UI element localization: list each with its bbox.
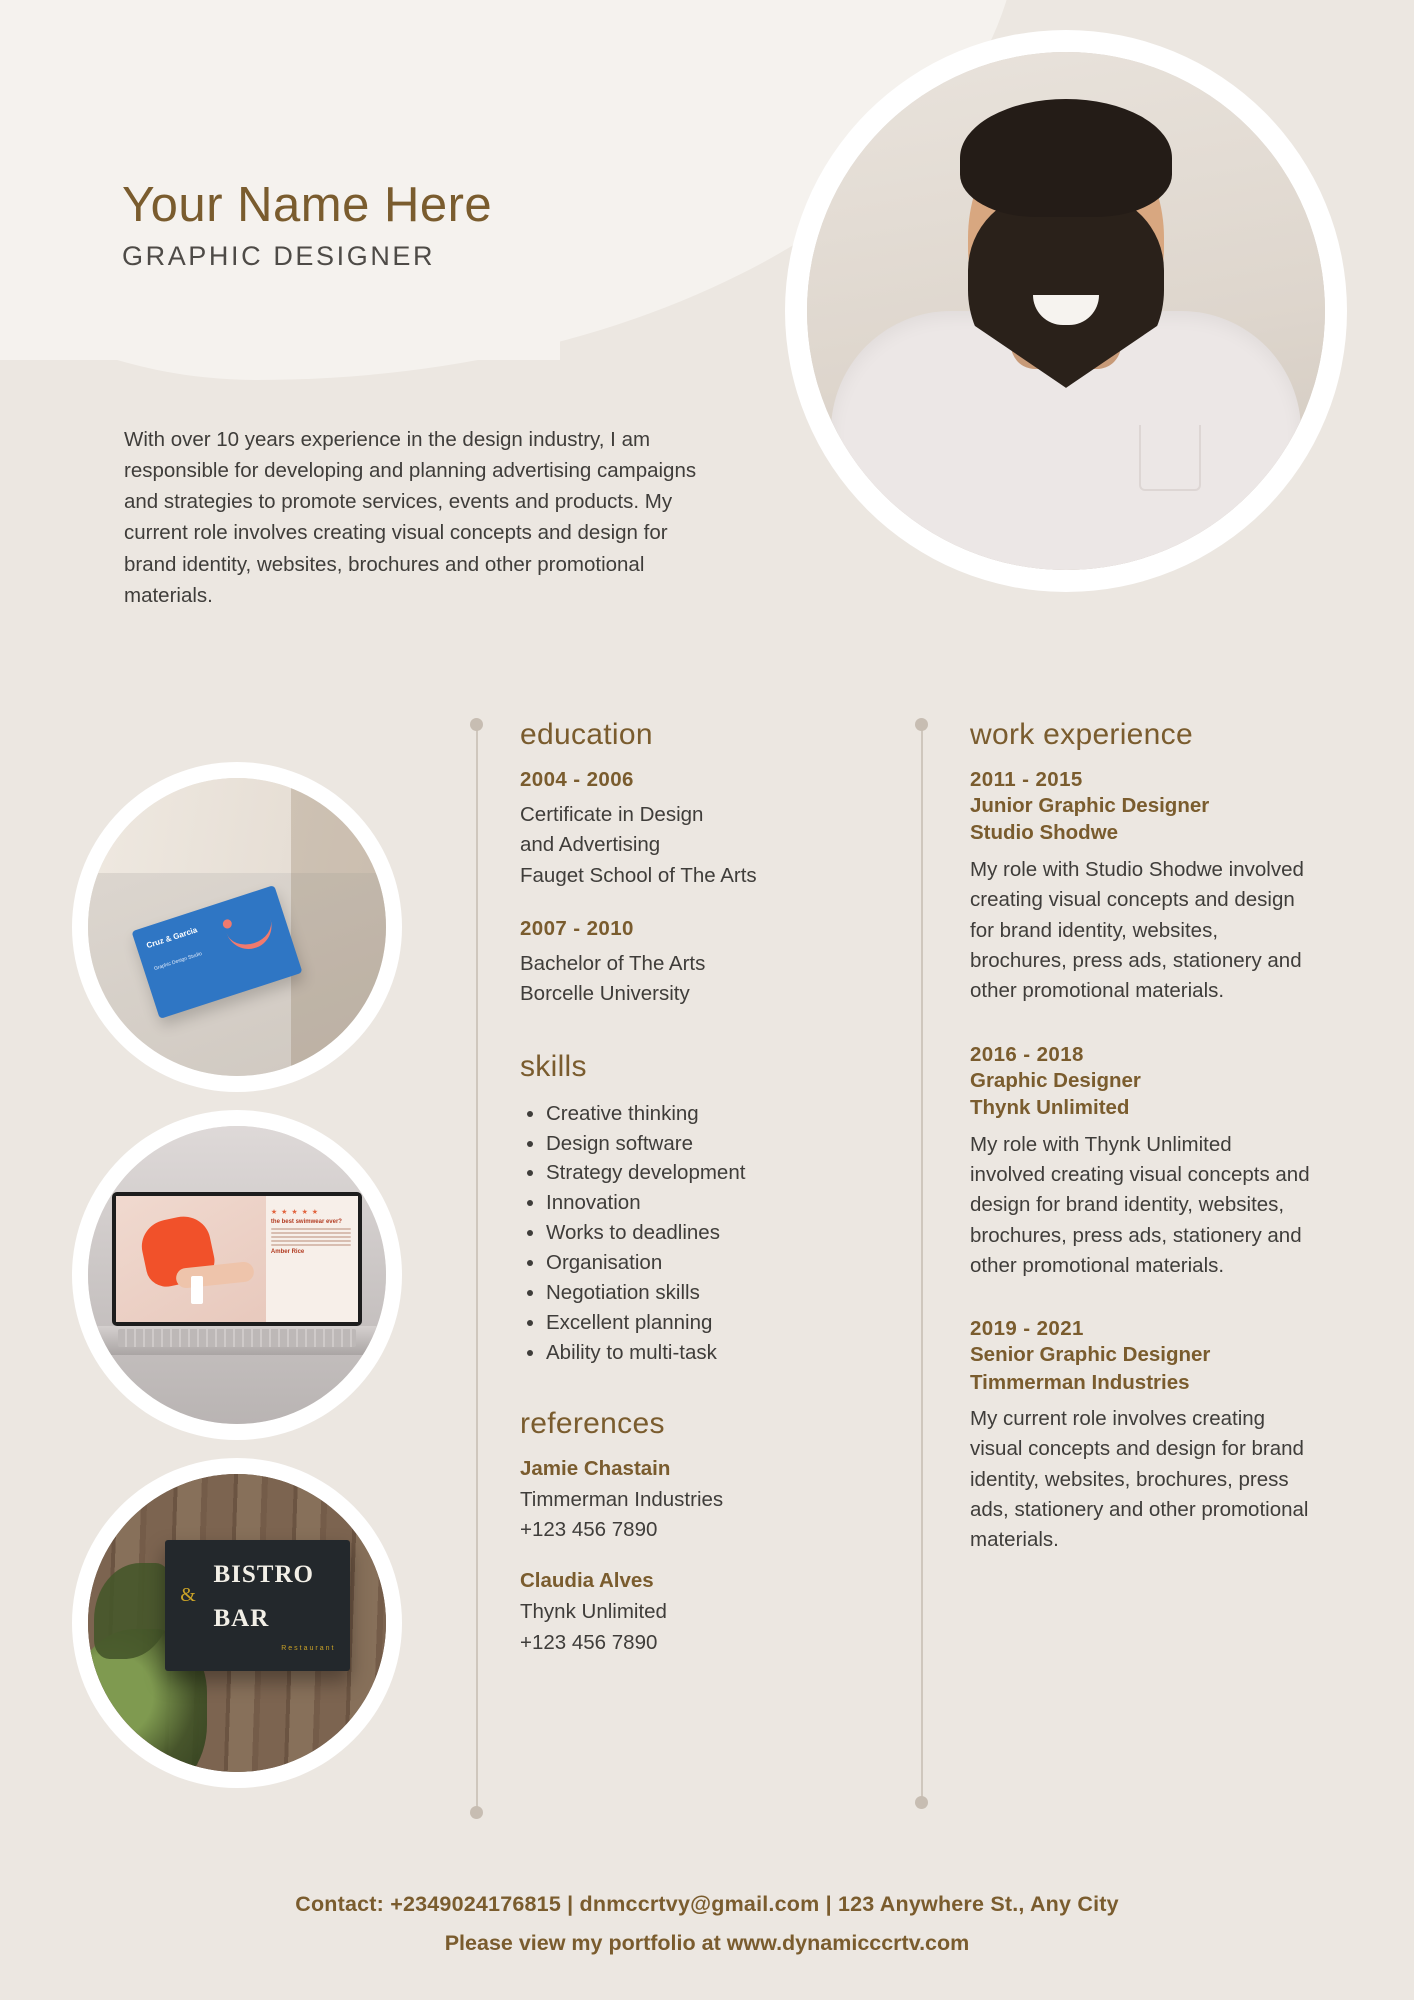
experience-entry [970,1317,1310,1556]
list-item: • Design software [546,1130,900,1158]
reference-company: Timmerman Industries [520,1487,724,1511]
page-title: Your Name Here [122,178,493,232]
list-item: • Innovation [546,1189,900,1217]
list-item: • Strategy development [546,1159,900,1187]
bistro-ampersand: & [180,1584,196,1607]
timeline-education [476,730,478,1812]
experience-period: 2016 - 2018 [970,1042,1084,1066]
reference-phone: +123 456 7890 [520,1517,658,1541]
reference-name: Jamie Chastain [520,1456,671,1480]
profile-photo-frame [785,30,1347,592]
section-title-education: education [520,718,653,751]
laptop-page-bottle [191,1276,203,1304]
education-period: 2004 - 2006 [520,768,634,791]
portfolio-image-bistro-sign [72,1458,402,1788]
portfolio-image-laptop [72,1110,402,1440]
laptop-screen [112,1192,362,1326]
footer-contact-line: Contact: +2349024176815 | dnmccrtvy@gmail.com | 123 Anywhere St., Any City [295,1892,1119,1916]
timeline-dot-icon [470,1806,483,1819]
education-detail: Bachelor of The Arts Borcelle University [520,951,706,1006]
experience-description: My current role involves creating visual concepts and design for brand identity, websites, brochures, press ads, stationery and other promotional materials. [970,1407,1309,1552]
experience-description: My role with Studio Shodwe involved creating visual concepts and design for brand identity, websites, brochures, press ads, stationery and other promotional materials. [970,857,1304,1003]
reference-company: Thynk Unlimited [520,1600,667,1624]
timeline-experience [921,730,923,1802]
laptop-keyboard [118,1329,356,1347]
business-card-subtitle: Graphic Design Studio [152,951,203,973]
timeline-dot-icon [915,718,928,731]
list-item: • Ability to multi-task [546,1339,900,1367]
list-item: • Organisation [546,1249,900,1277]
section-title-references: references [520,1406,665,1440]
footer [0,1892,1414,1956]
reference-entry [520,1457,900,1546]
experience-company: Timmerman Industries [970,1370,1190,1394]
education-period: 2007 - 2010 [520,916,634,940]
header [122,178,762,272]
experience-entry [970,768,1310,1007]
profile-photo [807,52,1325,570]
education-entry [520,768,900,891]
timeline-dot-icon [915,1796,928,1809]
skills-list [546,1100,900,1367]
job-role-subtitle: GRAPHIC DESIGNER [122,240,436,271]
list-item: • Excellent planning [546,1309,900,1337]
middle-column [520,718,900,1682]
experience-title: Senior Graphic Designer [970,1343,1211,1367]
smile-icon [224,912,277,955]
experience-title: Graphic Designer [970,1068,1141,1092]
bistro-sign-line2: BAR [213,1605,270,1633]
laptop-page-photo [116,1196,266,1322]
laptop-page-signature: Amber Rice [270,1249,305,1256]
bistro-sign-line1: BISTRO [213,1560,314,1588]
rating-stars-icon: ★ ★ ★ ★ ★ [270,1209,320,1217]
section-title-work-experience: work experience [970,718,1193,751]
section-title-skills: skills [520,1049,587,1083]
list-item: • Negotiation skills [546,1279,900,1307]
reference-entry [520,1569,900,1658]
timeline-dot-icon [470,718,483,731]
education-entry [520,917,900,1010]
experience-title: Junior Graphic Designer [970,794,1210,817]
laptop-page-body-lines [271,1228,351,1246]
experience-company: Studio Shodwe [970,821,1119,845]
bistro-sign [165,1540,350,1671]
list-item: • Creative thinking [546,1100,900,1128]
experience-description: My role with Thynk Unlimited involved creating visual concepts and design for brand identity, websites, brochures, press ads, stationery and other promotional materials. [970,1132,1310,1277]
experience-period: 2019 - 2021 [970,1317,1084,1341]
photo-hair [960,99,1172,217]
education-detail: Certificate in Design and Advertising Fauget School of The Arts [520,803,757,887]
experience-entry [970,1043,1310,1282]
experience-company: Thynk Unlimited [970,1096,1130,1120]
experience-period: 2011 - 2015 [970,768,1083,791]
laptop-page-headline: the best swimwear ever? [270,1219,342,1226]
bistro-sign-subtitle: Restaurant [281,1645,336,1653]
list-item: • Works to deadlines [546,1219,900,1247]
card-scene-shadow [291,778,386,1076]
footer-portfolio-line: Please view my portfolio at www.dynamicccrtv.com [444,1931,970,1955]
reference-name: Claudia Alves [520,1569,654,1593]
photo-shirt-pocket [1139,425,1201,491]
profile-summary: With over 10 years experience in the design industry, I am responsible for developing and planning advertising campaigns and strategies to promote services, events and products. My current role involves creating visual concepts and design for brand identity, websites, brochures and other promotional materials. [124,428,697,607]
reference-phone: +123 456 7890 [520,1630,658,1654]
portfolio-image-business-card [72,762,402,1092]
right-column [970,718,1310,1592]
business-card-title: Cruz & Garcia [144,925,199,951]
